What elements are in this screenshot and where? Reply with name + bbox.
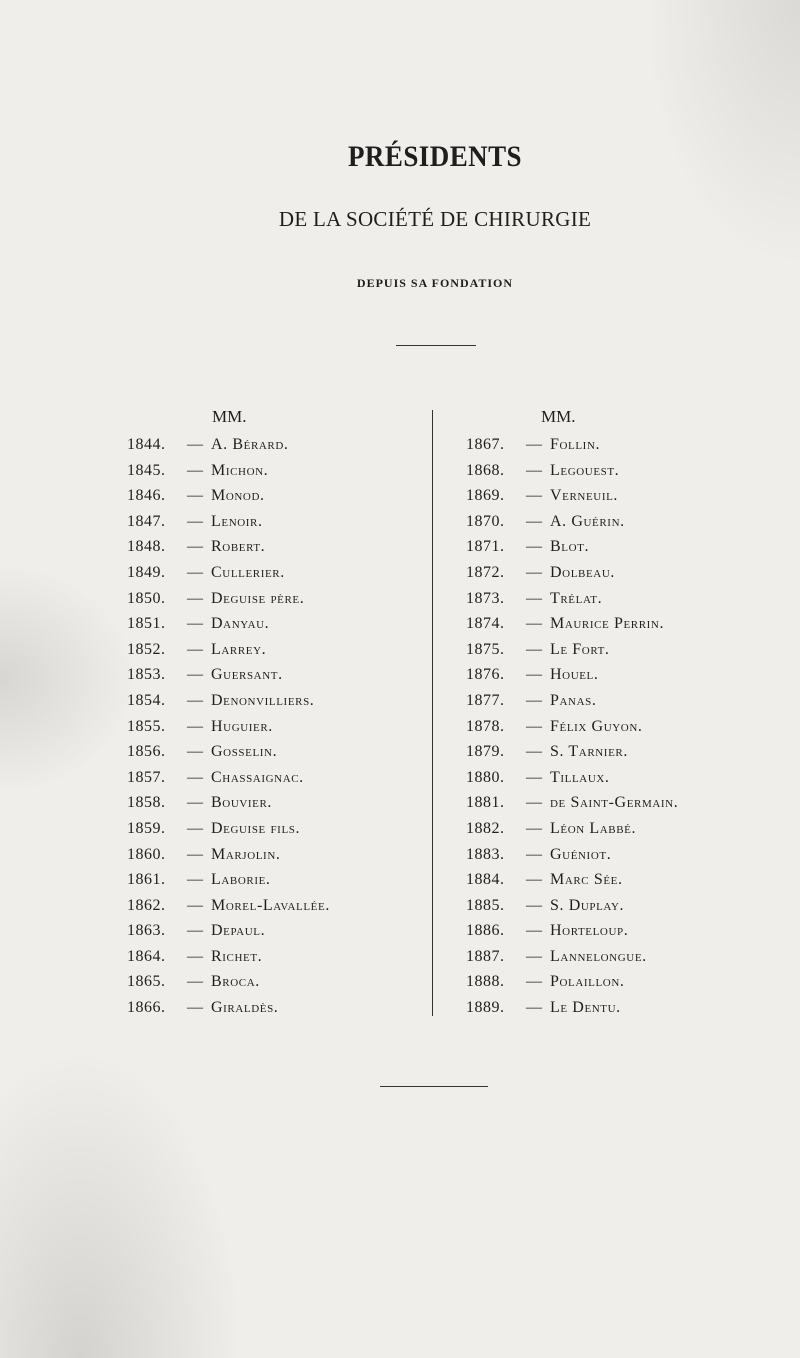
entry-dash: —	[526, 794, 542, 812]
president-entry	[127, 458, 330, 484]
entry-name: Blot.	[550, 538, 590, 556]
entry-year: 1879.	[466, 743, 505, 761]
entry-year: 1850.	[127, 589, 166, 607]
entry-name: de Saint-Germain.	[550, 794, 679, 812]
entry-name: Danyau.	[211, 615, 270, 633]
entry-dash: —	[187, 768, 203, 786]
entry-dash: —	[526, 768, 542, 786]
entry-year: 1877.	[466, 691, 505, 709]
president-entry	[127, 765, 330, 791]
entry-year: 1847.	[127, 512, 166, 530]
entry-dash: —	[526, 666, 542, 684]
entry-name: Follin.	[550, 436, 601, 453]
entry-year: 1867.	[466, 436, 505, 453]
entry-name: A. Bérard.	[211, 436, 289, 453]
entry-dash: —	[526, 640, 542, 658]
entry-dash: —	[526, 845, 542, 863]
entry-year: 1845.	[127, 461, 166, 479]
entry-dash: —	[187, 666, 203, 684]
president-entry	[466, 893, 678, 919]
entry-name: Lannelongue.	[550, 947, 647, 965]
entry-name: Monod.	[211, 487, 265, 505]
entry-dash: —	[187, 871, 203, 889]
entry-year: 1865.	[127, 973, 166, 991]
entry-name: Le Dentu.	[550, 999, 621, 1017]
president-entry	[466, 432, 678, 458]
entry-year: 1846.	[127, 487, 166, 505]
entry-year: 1853.	[127, 666, 166, 684]
entry-dash: —	[187, 947, 203, 965]
entry-name: Guersant.	[211, 666, 283, 684]
president-entry	[466, 842, 678, 868]
entry-year: 1851.	[127, 615, 166, 633]
entry-year: 1880.	[466, 768, 505, 786]
president-entry	[127, 893, 330, 919]
president-entry	[127, 790, 330, 816]
page-subtitle: DE LA SOCIÉTÉ DE CHIRURGIE	[278, 207, 592, 231]
entry-name: Verneuil.	[550, 487, 619, 505]
entry-year: 1860.	[127, 845, 166, 863]
entry-year: 1875.	[466, 640, 505, 658]
page-title: PRÉSIDENTS	[347, 140, 523, 173]
entry-name: Gosselin.	[211, 743, 278, 761]
president-entry	[466, 816, 678, 842]
entry-name: Maurice Perrin.	[550, 615, 665, 633]
entry-name: Lenoir.	[211, 512, 263, 530]
entry-year: 1889.	[466, 999, 505, 1017]
entry-year: 1848.	[127, 538, 166, 556]
entry-year: 1856.	[127, 743, 166, 761]
president-entry	[127, 867, 330, 893]
president-entry	[127, 662, 330, 688]
entry-dash: —	[187, 896, 203, 914]
entry-year: 1859.	[127, 819, 166, 837]
entry-name: Morel-Lavallée.	[211, 896, 330, 914]
entry-name: Panas.	[550, 691, 597, 709]
president-entry	[466, 918, 678, 944]
right-column-heading: MM.	[541, 407, 576, 426]
president-entry	[466, 765, 678, 791]
entry-dash: —	[526, 896, 542, 914]
president-entry	[466, 739, 678, 765]
entry-name: Marjolin.	[211, 845, 281, 863]
entry-year: 1857.	[127, 768, 166, 786]
entry-dash: —	[187, 589, 203, 607]
entry-year: 1886.	[466, 922, 505, 940]
entry-name: Laborie.	[211, 871, 271, 889]
president-entry	[466, 458, 678, 484]
president-entry	[127, 739, 330, 765]
entry-name: Le Fort.	[550, 640, 610, 658]
entry-dash: —	[526, 871, 542, 889]
entry-name: Bouvier.	[211, 794, 273, 812]
entry-dash: —	[526, 922, 542, 940]
entry-year: 1870.	[466, 512, 505, 530]
entry-name: Polaillon.	[550, 973, 625, 991]
president-entry	[466, 586, 678, 612]
entry-year: 1885.	[466, 896, 505, 914]
entry-year: 1854.	[127, 691, 166, 709]
entry-dash: —	[526, 461, 542, 479]
president-entry	[466, 867, 678, 893]
entry-year: 1888.	[466, 973, 505, 991]
president-entry	[127, 842, 330, 868]
entry-dash: —	[187, 436, 203, 453]
entry-name: Cullerier.	[211, 563, 285, 581]
entry-name: Deguise fils.	[211, 819, 301, 837]
page-subsubtitle: DEPUIS SA FONDATION	[356, 276, 514, 290]
president-entry	[466, 995, 678, 1021]
president-entry	[466, 662, 678, 688]
entry-dash: —	[187, 922, 203, 940]
entry-dash: —	[526, 717, 542, 735]
entry-dash: —	[526, 947, 542, 965]
entry-name: Giraldès.	[211, 999, 279, 1017]
entry-name: Larrey.	[211, 640, 267, 658]
president-entry	[127, 995, 330, 1021]
entry-name: S. Tarnier.	[550, 743, 628, 761]
entry-year: 1855.	[127, 717, 166, 735]
entry-dash: —	[526, 691, 542, 709]
entry-dash: —	[526, 819, 542, 837]
entry-year: 1882.	[466, 819, 505, 837]
entry-year: 1844.	[127, 436, 166, 453]
entry-name: Guéniot.	[550, 845, 612, 863]
entry-dash: —	[187, 615, 203, 633]
entry-year: 1869.	[466, 487, 505, 505]
president-entry	[127, 816, 330, 842]
entry-name: Broca.	[211, 973, 260, 991]
entry-dash: —	[187, 845, 203, 863]
entry-name: Deguise père.	[211, 589, 305, 607]
entry-dash: —	[187, 640, 203, 658]
president-entry	[127, 688, 330, 714]
entry-dash: —	[187, 691, 203, 709]
entry-dash: —	[187, 999, 203, 1017]
entry-name: Dolbeau.	[550, 563, 615, 581]
president-entry	[127, 560, 330, 586]
entry-year: 1881.	[466, 794, 505, 812]
entry-year: 1868.	[466, 461, 505, 479]
president-entry	[127, 918, 330, 944]
entry-dash: —	[187, 794, 203, 812]
right-presidents-list	[466, 432, 678, 1021]
president-entry	[466, 483, 678, 509]
entry-name: S. Duplay.	[550, 896, 625, 914]
entry-name: Horteloup.	[550, 922, 629, 940]
entry-name: Félix Guyon.	[550, 717, 643, 735]
entry-dash: —	[187, 461, 203, 479]
entry-dash: —	[526, 743, 542, 761]
entry-name: Trélat.	[550, 589, 603, 607]
entry-dash: —	[526, 589, 542, 607]
entry-dash: —	[187, 819, 203, 837]
column-divider	[432, 410, 433, 1016]
entry-name: Huguier.	[211, 717, 273, 735]
entry-name: Legouest.	[550, 461, 620, 479]
entry-name: A. Guérin.	[550, 512, 625, 530]
entry-name: Tillaux.	[550, 768, 610, 786]
entry-year: 1862.	[127, 896, 166, 914]
entry-dash: —	[187, 717, 203, 735]
president-entry	[127, 714, 330, 740]
entry-year: 1849.	[127, 563, 166, 581]
entry-dash: —	[187, 743, 203, 761]
entry-dash: —	[526, 436, 542, 453]
president-entry	[127, 586, 330, 612]
president-entry	[466, 688, 678, 714]
president-entry	[466, 790, 678, 816]
entry-year: 1876.	[466, 666, 505, 684]
president-entry	[466, 714, 678, 740]
entry-year: 1866.	[127, 999, 166, 1017]
entry-name: Depaul.	[211, 922, 266, 940]
entry-name: Marc Sée.	[550, 871, 623, 889]
entry-name: Chassaignac.	[211, 768, 304, 786]
entry-name: Denonvilliers.	[211, 691, 315, 709]
entry-year: 1873.	[466, 589, 505, 607]
entry-year: 1871.	[466, 538, 505, 556]
president-entry	[466, 969, 678, 995]
president-entry	[127, 611, 330, 637]
entry-dash: —	[526, 563, 542, 581]
left-presidents-list	[127, 432, 330, 1021]
left-column-heading: MM.	[212, 407, 247, 426]
entry-year: 1858.	[127, 794, 166, 812]
top-rule	[396, 345, 476, 346]
president-entry	[127, 969, 330, 995]
entry-year: 1861.	[127, 871, 166, 889]
entry-dash: —	[187, 538, 203, 556]
entry-name: Robert.	[211, 538, 266, 556]
entry-dash: —	[187, 563, 203, 581]
entry-dash: —	[187, 973, 203, 991]
entry-dash: —	[526, 973, 542, 991]
president-entry	[466, 611, 678, 637]
entry-year: 1872.	[466, 563, 505, 581]
president-entry	[127, 944, 330, 970]
entry-dash: —	[187, 512, 203, 530]
entry-dash: —	[187, 487, 203, 505]
entry-dash: —	[526, 999, 542, 1017]
entry-dash: —	[526, 512, 542, 530]
president-entry	[466, 534, 678, 560]
entry-name: Léon Labbé.	[550, 819, 637, 837]
entry-year: 1884.	[466, 871, 505, 889]
president-entry	[127, 509, 330, 535]
entry-year: 1887.	[466, 947, 505, 965]
president-entry	[466, 637, 678, 663]
president-entry	[127, 432, 330, 458]
president-entry	[466, 944, 678, 970]
president-entry	[127, 534, 330, 560]
entry-dash: —	[526, 615, 542, 633]
entry-year: 1852.	[127, 640, 166, 658]
entry-year: 1874.	[466, 615, 505, 633]
bottom-rule	[380, 1086, 488, 1087]
president-entry	[127, 483, 330, 509]
entry-name: Michon.	[211, 461, 269, 479]
president-entry	[466, 509, 678, 535]
entry-name: Houel.	[550, 666, 599, 684]
entry-year: 1878.	[466, 717, 505, 735]
entry-name: Richet.	[211, 947, 263, 965]
entry-year: 1863.	[127, 922, 166, 940]
entry-year: 1883.	[466, 845, 505, 863]
president-entry	[466, 560, 678, 586]
president-entry	[127, 637, 330, 663]
entry-year: 1864.	[127, 947, 166, 965]
entry-dash: —	[526, 487, 542, 505]
entry-dash: —	[526, 538, 542, 556]
